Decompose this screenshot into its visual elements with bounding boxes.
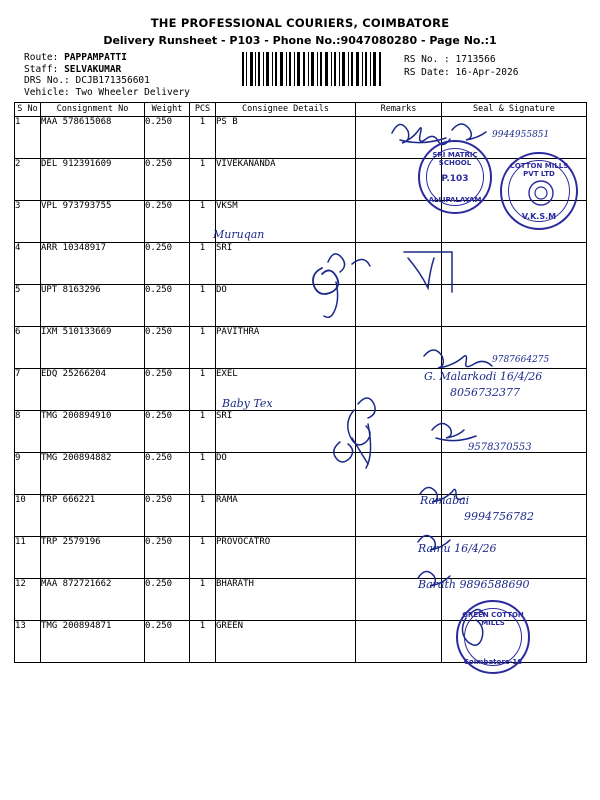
rs-no-value: 1713566 [455,54,496,65]
rs-date-label: RS Date: [404,67,450,78]
cell-consignee: BHARATH [216,579,356,621]
cell-sno: 9 [15,453,41,495]
cell-weight: 0.250 [145,495,190,537]
cell-consignee: SRI [216,411,356,453]
cell-pcs: 1 [190,621,216,663]
cell-consignment: TRP 666221 [41,495,145,537]
rs-date-line [404,66,518,79]
col-consignee: Consignee Details [216,103,356,117]
cell-weight: 0.250 [145,453,190,495]
staff-value: SELVAKUMAR [64,63,122,75]
stamp-line-2: P.103 [441,174,469,184]
barcode-icon [242,52,382,86]
col-remarks: Remarks [356,103,442,117]
cell-weight: 0.250 [145,579,190,621]
cell-remarks [356,495,442,537]
cell-sno: 3 [15,201,41,243]
cell-consignment: TRP 2579196 [41,537,145,579]
table-row [15,117,587,159]
table-row [15,411,587,453]
stamp-line-1: SRI MATRIC SCHOOL [432,151,478,167]
vehicle-line [24,87,234,99]
cell-seal [442,579,587,621]
meta-right [404,53,518,79]
cell-consignment: TMG 200894882 [41,453,145,495]
cell-remarks [356,411,442,453]
cell-consignment: VPL 973793755 [41,201,145,243]
table-row [15,579,587,621]
cell-pcs: 1 [190,327,216,369]
cell-remarks [356,537,442,579]
cell-consignee: VIVEKANANDA [216,159,356,201]
cell-remarks [356,579,442,621]
table-row [15,159,587,201]
cell-sno: 8 [15,411,41,453]
cell-consignment: DEL 912391609 [41,159,145,201]
table-body [15,117,587,663]
cell-remarks [356,243,442,285]
stamp-line-1: COTTON MILLS PVT LTD [509,162,569,178]
cell-remarks [356,327,442,369]
cell-sno: 1 [15,117,41,159]
cell-seal [442,453,587,495]
route-line [24,52,234,64]
rs-date-value: 16-Apr-2026 [455,67,519,78]
cell-sno: 10 [15,495,41,537]
handwritten-note: Barath 9896588690 [418,578,530,591]
cell-weight: 0.250 [145,117,190,159]
cell-pcs: 1 [190,159,216,201]
table-row [15,201,587,243]
cell-consignee: PROVOCATRO [216,537,356,579]
cell-weight: 0.250 [145,159,190,201]
cell-weight: 0.250 [145,201,190,243]
cell-seal [442,327,587,369]
table-row [15,243,587,285]
cell-consignee: SRI [216,243,356,285]
cell-sno: 2 [15,159,41,201]
cell-pcs: 1 [190,495,216,537]
handwritten-note: Baby Tex [222,397,273,410]
handwritten-note: Ramu 16/4/26 [418,542,497,555]
handwritten-note: 9944955851 [492,130,550,140]
cell-pcs: 1 [190,201,216,243]
cell-consignee: PS B [216,117,356,159]
route-value: PAPPAMPATTI [64,52,127,63]
cell-pcs: 1 [190,453,216,495]
staff-line [24,64,234,76]
table-row [15,369,587,411]
col-pcs: PCS [190,103,216,117]
staff-label: Staff: [24,63,59,75]
stamp-line-2: Coimbatore-16 [463,658,523,666]
cell-consignment: TMG 200894871 [41,621,145,663]
cell-consignee: GREEN [216,621,356,663]
cell-weight: 0.250 [145,411,190,453]
cell-seal [442,117,587,159]
cell-remarks [356,621,442,663]
cell-consignee: DO [216,453,356,495]
cell-seal [442,285,587,327]
cell-weight: 0.250 [145,243,190,285]
cell-remarks [356,201,442,243]
meta-block [14,52,586,98]
table-row [15,327,587,369]
cell-weight: 0.250 [145,327,190,369]
col-sno: S No [15,103,41,117]
handwritten-note: G. Malarkodi 16/4/26 [424,370,543,383]
cell-pcs: 1 [190,411,216,453]
cell-remarks [356,453,442,495]
cell-consignment: MAA 872721662 [41,579,145,621]
stamp-line-3: ALLIPALAYAM [428,196,482,204]
cell-seal [442,201,587,243]
col-weight: Weight [145,103,190,117]
meta-left [24,52,234,98]
handwritten-note: Ramabai [420,494,470,507]
cell-sno: 4 [15,243,41,285]
table-row [15,621,587,663]
cell-seal [442,621,587,663]
cell-weight: 0.250 [145,621,190,663]
table-row [15,453,587,495]
page-title: THE PROFESSIONAL COURIERS, COIMBATORE [150,16,450,30]
stamp-line-1: GREEN COTTON MILLS [462,611,524,627]
cell-remarks [356,285,442,327]
cell-sno: 11 [15,537,41,579]
page-subtitle: Delivery Runsheet - P103 - Phone No.:9047080280 - Page No.:1 [103,34,497,47]
cell-pcs: 1 [190,537,216,579]
cell-consignment: EDQ 25266204 [41,369,145,411]
cell-remarks [356,117,442,159]
cell-remarks [356,159,442,201]
vehicle-label: Vehicle: [24,86,70,98]
cell-consignee: EXEL [216,369,356,411]
cell-seal [442,243,587,285]
cell-consignment: TMG 200894910 [41,411,145,453]
cell-pcs: 1 [190,243,216,285]
cell-sno: 12 [15,579,41,621]
runsheet-table [14,102,587,663]
cell-consignment: ARR 10348917 [41,243,145,285]
handwritten-note: 8056732377 [450,386,520,399]
table-row [15,495,587,537]
drs-line [24,75,234,87]
cell-seal [442,159,587,201]
cell-remarks [356,369,442,411]
cell-weight: 0.250 [145,369,190,411]
cell-sno: 7 [15,369,41,411]
cell-sno: 6 [15,327,41,369]
cell-consignee: RAMA [216,495,356,537]
stamp-line-2: V.K.S.M [521,212,557,221]
handwritten-note: 9787664275 [492,355,550,365]
cell-pcs: 1 [190,117,216,159]
drs-label: DRS No.: [24,75,70,87]
cell-consignment: UPT 8163296 [41,285,145,327]
cell-weight: 0.250 [145,537,190,579]
cell-seal [442,537,587,579]
table-row [15,285,587,327]
cell-consignee: PAVITHRA [216,327,356,369]
cell-sno: 13 [15,621,41,663]
cell-consignee: VKSM [216,201,356,243]
cell-pcs: 1 [190,369,216,411]
drs-value: DCJB171356601 [75,75,150,87]
table-row [15,537,587,579]
route-label: Route: [24,52,59,63]
cell-consignment: MAA 578615068 [41,117,145,159]
cell-consignee: DO [216,285,356,327]
cell-sno: 5 [15,285,41,327]
col-seal: Seal & Signature [442,103,587,117]
vehicle-value: Two Wheeler Delivery [75,86,190,98]
cell-consignment: IXM 510133669 [41,327,145,369]
table-header-row [15,103,587,117]
rs-no-label: RS No. : [404,54,450,65]
rs-no-line [404,53,518,66]
cell-pcs: 1 [190,285,216,327]
handwritten-note: 9578370553 [468,442,532,453]
cell-seal [442,411,587,453]
cell-seal [442,369,587,411]
handwritten-note: Muruqan [213,228,265,241]
cell-weight: 0.250 [145,285,190,327]
handwritten-note: 9994756782 [464,510,534,523]
cell-seal [442,495,587,537]
cell-pcs: 1 [190,579,216,621]
col-consignment: Consignment No [41,103,145,117]
